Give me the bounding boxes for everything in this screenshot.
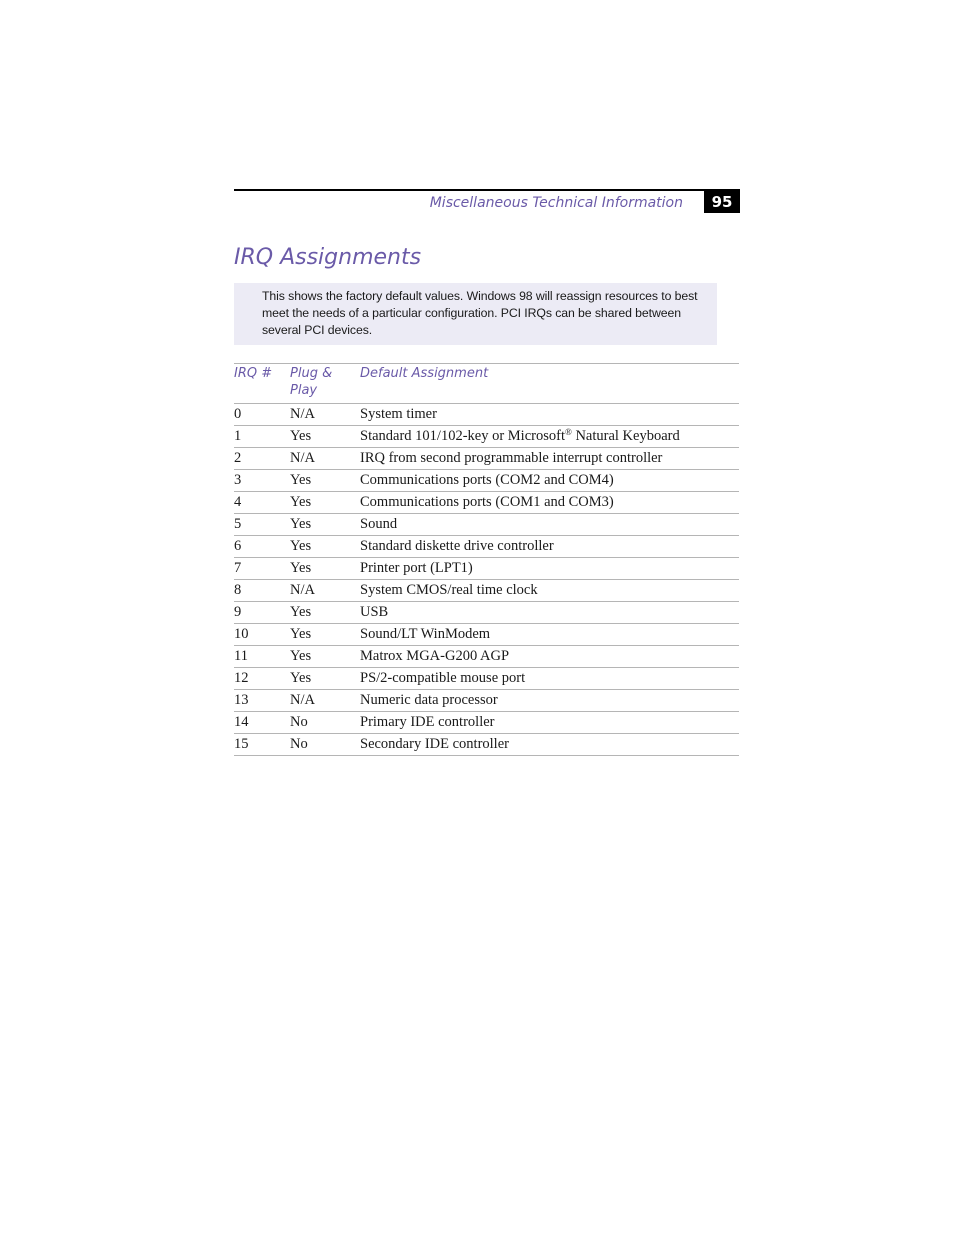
default-assignment-cell — [360, 712, 739, 734]
irq-number-cell: 14 — [234, 712, 290, 734]
column-header-default-assignment: Default Assignment — [360, 364, 739, 404]
table-row — [234, 712, 739, 734]
irq-number-cell: 5 — [234, 514, 290, 536]
assignment-text: Printer port (LPT1) — [360, 560, 473, 576]
irq-number-cell: 0 — [234, 404, 290, 426]
assignment-text: System timer — [360, 406, 437, 422]
table-row — [234, 646, 739, 668]
table-row — [234, 426, 739, 448]
table-header-row — [234, 364, 739, 404]
assignment-text: Communications ports (COM2 and COM4) — [360, 472, 614, 488]
default-assignment-cell — [360, 404, 739, 426]
assignment-text: Primary IDE controller — [360, 714, 495, 730]
plug-and-play-cell: N/A — [290, 404, 360, 426]
irq-number-cell: 6 — [234, 536, 290, 558]
irq-number-cell: 11 — [234, 646, 290, 668]
table-row — [234, 624, 739, 646]
plug-and-play-cell: Yes — [290, 558, 360, 580]
default-assignment-cell — [360, 558, 739, 580]
default-assignment-cell — [360, 668, 739, 690]
assignment-text: PS/2-compatible mouse port — [360, 670, 526, 686]
plug-and-play-cell: Yes — [290, 514, 360, 536]
assignment-text: Communications ports (COM1 and COM3) — [360, 494, 614, 510]
assignment-suffix: Natural Keyboard — [571, 428, 680, 444]
plug-and-play-cell: Yes — [290, 646, 360, 668]
running-head: Miscellaneous Technical Information — [429, 195, 683, 211]
plug-and-play-cell: N/A — [290, 580, 360, 602]
column-header-irq: IRQ # — [234, 364, 290, 404]
irq-number-cell: 1 — [234, 426, 290, 448]
table-row — [234, 580, 739, 602]
plug-and-play-cell: N/A — [290, 690, 360, 712]
assignment-text: USB — [360, 604, 389, 620]
table-row — [234, 514, 739, 536]
irq-number-cell: 4 — [234, 492, 290, 514]
page-number: 95 — [704, 191, 740, 213]
default-assignment-cell — [360, 580, 739, 602]
plug-and-play-cell: Yes — [290, 492, 360, 514]
irq-table — [234, 363, 739, 756]
plug-and-play-cell: Yes — [290, 470, 360, 492]
irq-number-cell: 12 — [234, 668, 290, 690]
plug-and-play-cell: Yes — [290, 624, 360, 646]
assignment-text: IRQ from second programmable interrupt controller — [360, 450, 663, 466]
table-row — [234, 404, 739, 426]
plug-and-play-cell: Yes — [290, 536, 360, 558]
irq-number-cell: 9 — [234, 602, 290, 624]
assignment-text: Matrox MGA-G200 AGP — [360, 648, 510, 664]
default-assignment-cell — [360, 536, 739, 558]
table-row — [234, 558, 739, 580]
table-row — [234, 668, 739, 690]
assignment-text: Standard 101/102-key or Microsoft — [360, 428, 565, 444]
assignment-text: Standard diskette drive controller — [360, 538, 554, 554]
table-row — [234, 602, 739, 624]
default-assignment-cell — [360, 602, 739, 624]
plug-and-play-cell: No — [290, 734, 360, 756]
irq-number-cell: 8 — [234, 580, 290, 602]
assignment-text: Numeric data processor — [360, 692, 498, 708]
table-row — [234, 448, 739, 470]
default-assignment-cell — [360, 492, 739, 514]
default-assignment-cell — [360, 448, 739, 470]
irq-number-cell: 10 — [234, 624, 290, 646]
default-assignment-cell — [360, 470, 739, 492]
section-title: IRQ Assignments — [234, 245, 422, 270]
plug-and-play-cell: Yes — [290, 602, 360, 624]
table-row — [234, 492, 739, 514]
default-assignment-cell — [360, 426, 739, 448]
irq-number-cell: 7 — [234, 558, 290, 580]
assignment-text: Secondary IDE controller — [360, 736, 509, 752]
table-row — [234, 536, 739, 558]
table-row — [234, 470, 739, 492]
irq-number-cell: 13 — [234, 690, 290, 712]
irq-table-body — [234, 404, 739, 756]
default-assignment-cell — [360, 624, 739, 646]
note-text: This shows the factory default values. Windows 98 will reassign resources to best meet the needs of a particular configuration. PCI IRQs can be shared between several PCI devices. — [262, 289, 698, 337]
default-assignment-cell — [360, 690, 739, 712]
table-row — [234, 690, 739, 712]
table-row — [234, 734, 739, 756]
column-header-plug-and-play: Plug & Play — [290, 364, 360, 404]
plug-and-play-cell: Yes — [290, 668, 360, 690]
assignment-text: Sound/LT WinModem — [360, 626, 491, 642]
plug-and-play-cell: Yes — [290, 426, 360, 448]
irq-number-cell: 15 — [234, 734, 290, 756]
irq-number-cell: 3 — [234, 470, 290, 492]
header-rule — [234, 189, 740, 191]
registered-mark: ® — [564, 427, 572, 437]
plug-and-play-cell: N/A — [290, 448, 360, 470]
assignment-text: Sound — [360, 516, 398, 532]
default-assignment-cell — [360, 646, 739, 668]
irq-number-cell: 2 — [234, 448, 290, 470]
assignment-text: System CMOS/real time clock — [360, 582, 538, 598]
note-box — [234, 283, 717, 345]
plug-and-play-cell: No — [290, 712, 360, 734]
default-assignment-cell — [360, 514, 739, 536]
default-assignment-cell — [360, 734, 739, 756]
